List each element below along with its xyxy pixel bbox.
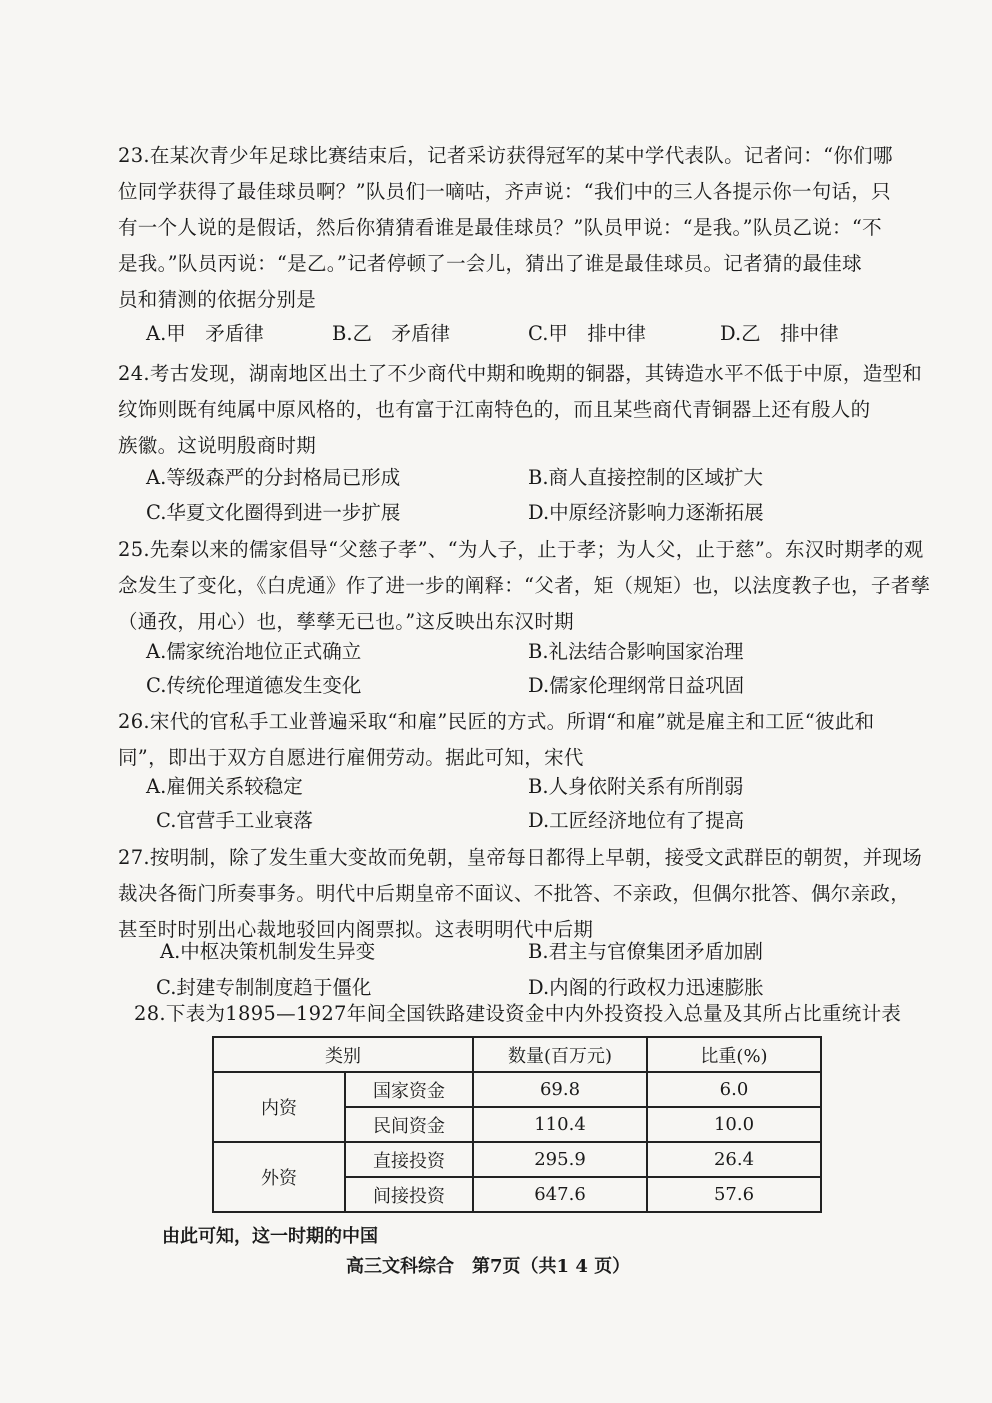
table-group-cell: 内资	[213, 1072, 345, 1142]
table-cell: 6.0	[647, 1072, 821, 1107]
table-cell: 57.6	[647, 1177, 821, 1212]
table-group-cell: 外资	[213, 1142, 345, 1212]
page-footer: 高三文科综合 第7页（共1 4 页）	[346, 1256, 631, 1277]
question-28	[134, 996, 902, 1032]
option-a: A.等级森严的分封格局已形成	[146, 466, 401, 489]
question-25-line: 念发生了变化，《白虎通》作了进一步的阐释：“父者，矩（规矩）也，以法度教子也，子者孳	[118, 574, 931, 597]
option-c: C.封建专制制度趋于僵化	[156, 976, 372, 999]
option-c: C.甲 排中律	[528, 322, 646, 345]
table-header: 类别	[213, 1037, 473, 1072]
option-c: C.传统伦理道德发生变化	[146, 674, 362, 697]
question-27-line: 27.按明制，除了发生重大变故而免朝，皇帝每日都得上早朝，接受文武群臣的朝贺，并现场	[118, 846, 923, 869]
option-c: C.官营手工业衰落	[156, 809, 313, 832]
question-25-line: 25.先秦以来的儒家倡导“父慈子孝”、“为人子，止于孝；为人父，止于慈”。东汉时期孝的观	[118, 538, 924, 561]
question-23-line: 是我。”队员丙说：“是乙。”记者停顿了一会儿，猜出了谁是最佳球员。记者猜的最佳球	[118, 252, 862, 275]
table-cell: 647.6	[473, 1177, 647, 1212]
option-d: D.内阁的行政权力迅速膨胀	[528, 976, 764, 999]
option-c: C.华夏文化圈得到进一步扩展	[146, 501, 401, 524]
question-26-line: 26.宋代的官私手工业普遍采取“和雇”民匠的方式。所谓“和雇”就是雇主和工匠“彼此和	[118, 710, 875, 733]
table-cell: 国家资金	[345, 1072, 473, 1107]
table-header: 比重(%)	[647, 1037, 821, 1072]
option-d: D.工匠经济地位有了提高	[528, 809, 745, 832]
table-header-row	[213, 1037, 821, 1072]
option-a: A.中枢决策机制发生异变	[160, 940, 376, 963]
question-24-line: 24.考古发现，湖南地区出土了不少商代中期和晚期的铜器，其铸造水平不低于中原，造型和	[118, 362, 923, 385]
option-a: A.雇佣关系较稳定	[146, 775, 303, 798]
question-27	[118, 840, 923, 948]
railway-investment-table	[212, 1036, 822, 1213]
table-cell: 110.4	[473, 1107, 647, 1142]
option-b: B.礼法结合影响国家治理	[528, 640, 744, 663]
table-cell: 295.9	[473, 1142, 647, 1177]
option-a: A.儒家统治地位正式确立	[146, 640, 362, 663]
table-cell: 民间资金	[345, 1107, 473, 1142]
table-cell: 10.0	[647, 1107, 821, 1142]
option-b: B.商人直接控制的区域扩大	[528, 466, 764, 489]
option-b: B.君主与官僚集团矛盾加剧	[528, 940, 764, 963]
question-26-line: 同”，即出于双方自愿进行雇佣劳动。据此可知，宋代	[118, 746, 584, 769]
option-d: D.中原经济影响力逐渐拓展	[528, 501, 764, 524]
table-cell: 间接投资	[345, 1177, 473, 1212]
question-23	[118, 138, 893, 318]
question-23-line: 23.在某次青少年足球比赛结束后，记者采访获得冠军的某中学代表队。记者问：“你们哪	[118, 144, 893, 167]
question-25	[118, 532, 931, 640]
table-row	[213, 1072, 821, 1107]
question-24	[118, 356, 923, 464]
question-23-line: 有一个人说的是假话，然后你猜猜看谁是最佳球员？”队员甲说：“是我。”队员乙说：“不	[118, 216, 882, 239]
table-cell: 直接投资	[345, 1142, 473, 1177]
question-26	[118, 704, 875, 776]
table-cell: 26.4	[647, 1142, 821, 1177]
option-d: D.乙 排中律	[720, 322, 839, 345]
table-row	[213, 1142, 821, 1177]
question-27-line: 甚至时时别出心裁地驳回内阁票拟。这表明明代中后期	[118, 918, 594, 941]
question-23-line: 员和猜测的依据分别是	[118, 288, 317, 311]
option-b: B.人身依附关系有所削弱	[528, 775, 744, 798]
option-b: B.乙 矛盾律	[332, 322, 451, 345]
question-24-line: 纹饰则既有纯属中原风格的，也有富于江南特色的，而且某些商代青铜器上还有殷人的	[118, 398, 871, 421]
question-27-line: 裁决各衙门所奏事务。明代中后期皇帝不面议、不批答、不亲政，但偶尔批答、偶尔亲政，	[118, 882, 911, 905]
question-23-line: 位同学获得了最佳球员啊？”队员们一嘀咕，齐声说：“我们中的三人各提示你一句话，只	[118, 180, 891, 203]
question-25-line: （通孜，用心）也，孳孳无已也。”这反映出东汉时期	[118, 610, 574, 633]
option-d: D.儒家伦理纲常日益巩固	[528, 674, 745, 697]
question-28-conclusion: 由此可知，这一时期的中国	[162, 1226, 378, 1247]
table-cell: 69.8	[473, 1072, 647, 1107]
question-24-line: 族徽。这说明殷商时期	[118, 434, 317, 457]
table-header: 数量(百万元)	[473, 1037, 647, 1072]
question-28-intro: 28.下表为1895—1927年间全国铁路建设资金中内外投资投入总量及其所占比重统计表	[134, 1002, 902, 1025]
option-a: A.甲 矛盾律	[146, 322, 264, 345]
